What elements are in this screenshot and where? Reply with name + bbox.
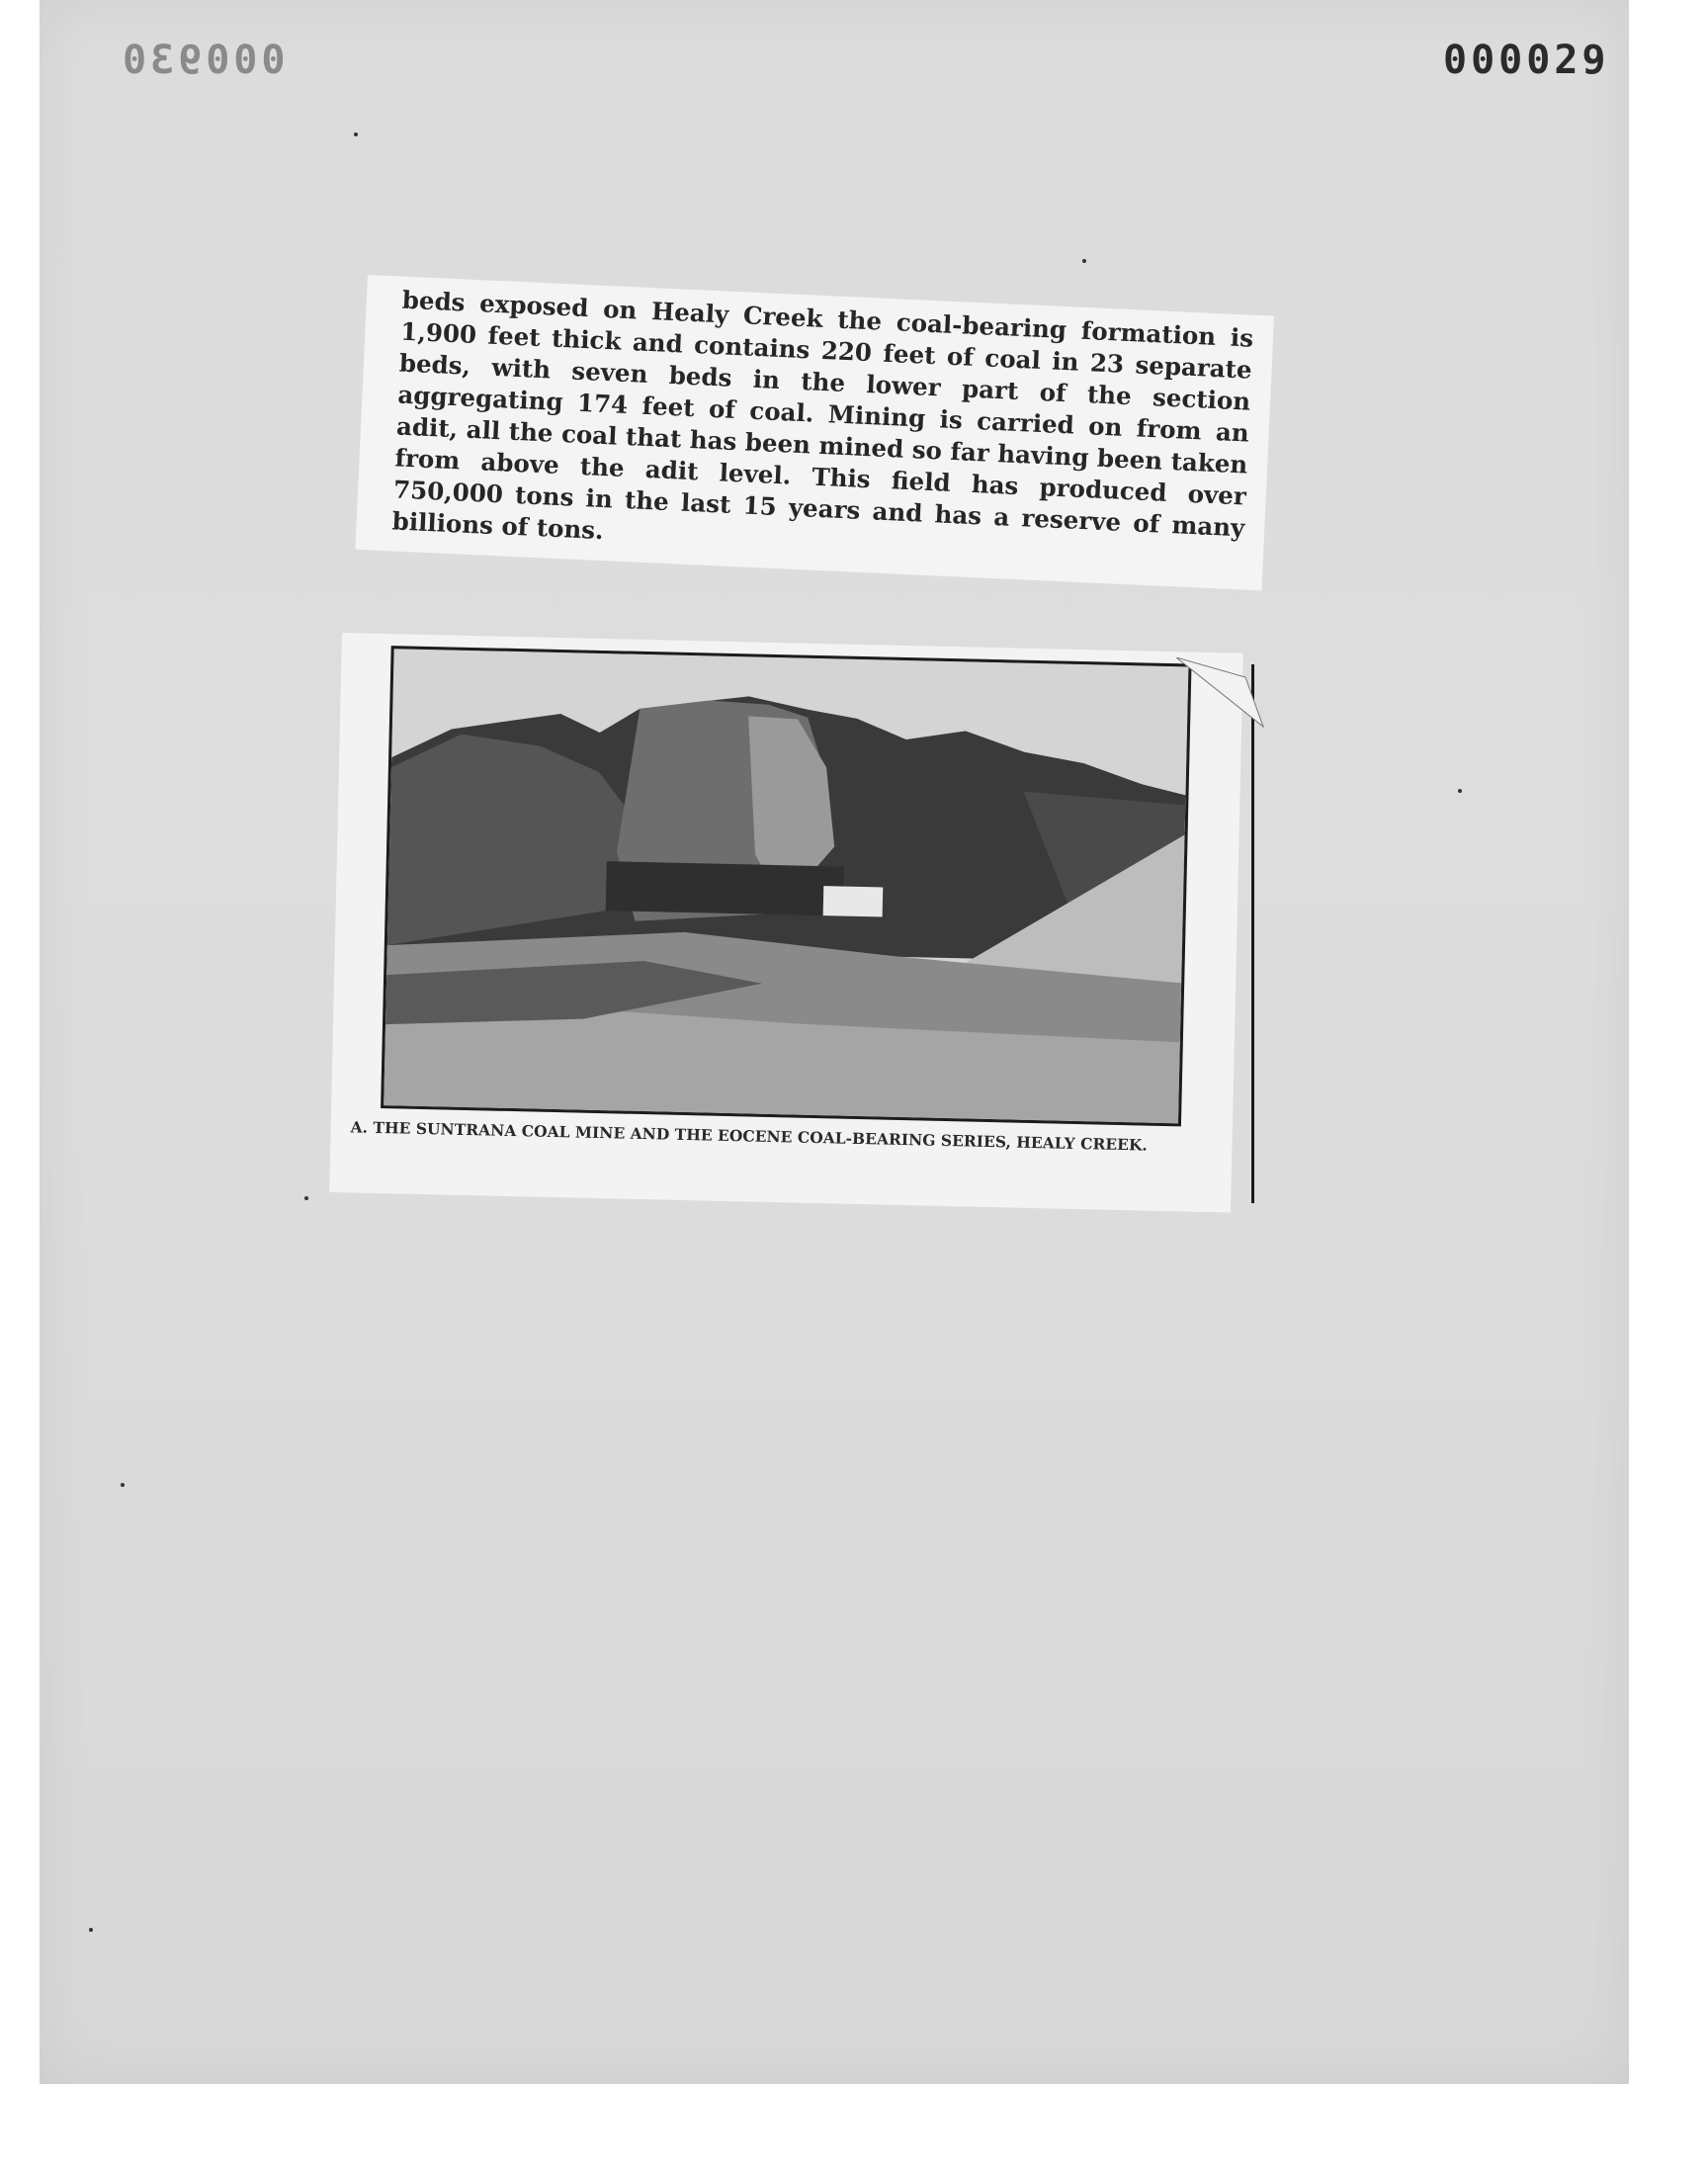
- mine-shed: [606, 861, 844, 915]
- dust-speck: [1082, 259, 1086, 263]
- dust-speck: [354, 132, 358, 136]
- clipping-paragraph: beds exposed on Healy Creek the coal-bearing formation is 1,900 feet thick and contains 220 feet of coal in 23 separate beds, with seven beds in the lower part of the section aggregating 174 feet of coal. Mining is carried on from an adit, all the coal that has been mined so far having been taken from above the adit level. This field has produced over 750,000 tons in the last 15 years and has a reserve of many billions of tons.: [391, 285, 1254, 546]
- mine-building: [823, 886, 884, 916]
- dust-speck: [304, 1196, 308, 1200]
- page-stamp-right: 000029: [1443, 38, 1610, 83]
- page-stamp-left: 000930: [119, 38, 286, 83]
- photo-clipping: [329, 633, 1243, 1213]
- dust-speck: [121, 1483, 125, 1487]
- photo-caption: A. THE SUNTRANA COAL MINE AND THE EOCENE COAL-BEARING SERIES, HEALY CREEK.: [350, 1117, 1149, 1155]
- dust-speck: [89, 1928, 93, 1932]
- mine-landscape-photo: [384, 649, 1188, 1123]
- dust-speck: [1458, 789, 1462, 793]
- paper-fold: [1176, 657, 1295, 766]
- photograph: [381, 646, 1191, 1126]
- text-clipping: [355, 275, 1274, 590]
